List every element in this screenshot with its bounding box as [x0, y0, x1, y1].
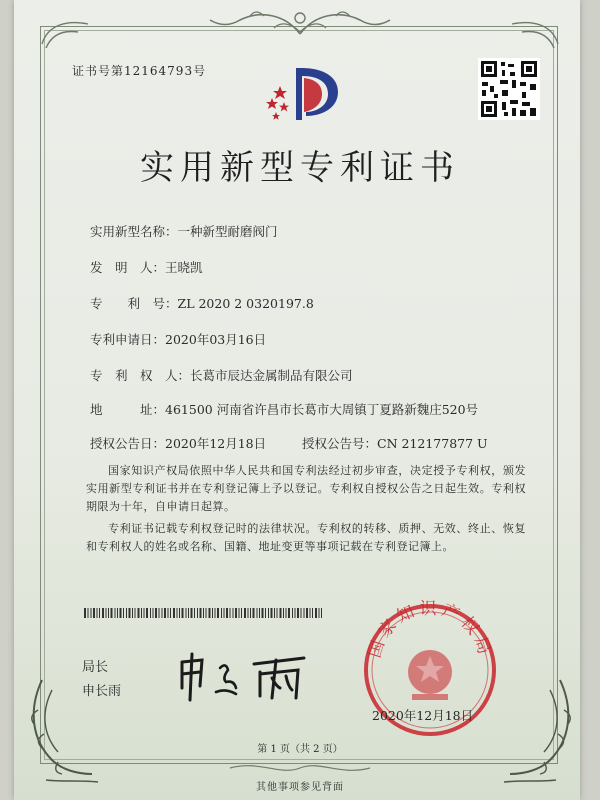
barcode-bar: [186, 608, 187, 618]
barcode-bar: [244, 608, 246, 618]
barcode-bar: [321, 608, 322, 618]
barcode-bar: [153, 608, 154, 618]
barcode-bar: [132, 608, 133, 618]
field-grant-number: [302, 434, 488, 452]
barcode-bar: [265, 608, 266, 618]
field-address: [90, 400, 478, 418]
barcode-bar: [159, 608, 160, 618]
barcode-bar: [253, 608, 255, 618]
barcode-bar: [144, 608, 145, 618]
barcode-bar: [141, 608, 142, 618]
barcode-bar: [200, 608, 202, 618]
barcode-bar: [212, 608, 213, 618]
barcode-bar: [182, 608, 184, 618]
barcode-bar: [283, 608, 284, 618]
barcode-bar: [108, 608, 109, 618]
barcode-bar: [306, 608, 308, 618]
barcode-bar: [215, 608, 216, 618]
barcode-bar: [250, 608, 251, 618]
barcode-bar: [301, 608, 302, 618]
barcode-bar: [102, 608, 104, 618]
barcode-bar: [106, 608, 107, 618]
barcode-bar: [286, 608, 287, 618]
page-indicator: 第 1 页（共 2 页）: [257, 744, 343, 755]
field-label: 授权公告号：: [302, 436, 378, 451]
barcode-bar: [274, 608, 275, 618]
barcode-bar: [168, 608, 169, 618]
barcode-bar: [111, 608, 113, 618]
field-inventor: [90, 258, 203, 276]
barcode-bar: [88, 608, 89, 618]
barcode-bar: [319, 608, 320, 618]
field-utility-model-name: [90, 222, 278, 240]
barcode-bar: [268, 608, 269, 618]
field-label: 专 利 权 人：: [90, 368, 191, 383]
barcode-bar: [91, 608, 92, 618]
barcode-bar: [97, 608, 98, 618]
barcode-bar: [280, 608, 282, 618]
barcode-bar: [197, 608, 198, 618]
barcode-bar: [177, 608, 178, 618]
bottom-ornament: [220, 758, 380, 778]
barcode-bar: [135, 608, 136, 618]
barcode-bar: [241, 608, 242, 618]
barcode-bar: [150, 608, 151, 618]
signatory-role: 局长: [82, 660, 109, 675]
barcode-bar: [271, 608, 273, 618]
barcode-bar: [117, 608, 118, 618]
barcode-bar: [155, 608, 157, 618]
barcode-bar: [304, 608, 305, 618]
statement-paragraph-1: 国家知识产权局依照中华人民共和国专利法经过初步审查，决定授予专利权，颁发实用新型专利证书并在专利登记簿上予以登记。专利权自授权公告之日起生效。专利权期限为十年，自申请日起算。: [86, 464, 526, 513]
field-label: 专利申请日：: [90, 332, 166, 347]
field-label: 专 利 号：: [90, 296, 178, 311]
barcode-bar: [221, 608, 222, 618]
barcode-bar: [179, 608, 180, 618]
barcode-bar: [259, 608, 260, 618]
corner-ornament-top-right: [502, 14, 562, 54]
barcode-bar: [126, 608, 127, 618]
seal-date: 2020年12月18日: [372, 708, 474, 723]
barcode-bar: [277, 608, 278, 618]
field-value: 长葛市辰达金属制品有限公司: [190, 368, 353, 383]
barcode-bar: [129, 608, 131, 618]
barcode-bar: [235, 608, 237, 618]
barcode-bar: [84, 608, 86, 618]
barcode-strip: [84, 608, 324, 618]
barcode-bar: [230, 608, 231, 618]
footer-note: 其他事项参见背面: [256, 782, 344, 793]
barcode-bar: [262, 608, 264, 618]
barcode-bar: [188, 608, 189, 618]
barcode-bar: [123, 608, 124, 618]
barcode-bar: [233, 608, 234, 618]
barcode-bar: [99, 608, 100, 618]
barcode-bar: [209, 608, 211, 618]
barcode-bar: [164, 608, 166, 618]
field-label: 授权公告日：: [90, 436, 166, 451]
barcode-bar: [120, 608, 122, 618]
top-ornament: [190, 4, 410, 38]
field-value: ZL 2020 2 0320197.8: [177, 296, 314, 311]
field-label: 发 明 人：: [90, 260, 166, 275]
certificate-title: 实用新型专利证书: [140, 148, 460, 188]
barcode-bar: [226, 608, 228, 618]
field-label: 实用新型名称：: [90, 224, 178, 239]
barcode-bar: [239, 608, 240, 618]
barcode-bar: [312, 608, 313, 618]
barcode-bar: [93, 608, 95, 618]
barcode-bar: [162, 608, 163, 618]
barcode-bar: [217, 608, 219, 618]
qr-code-icon: [478, 58, 540, 120]
barcode-bar: [248, 608, 249, 618]
certificate-number: 证书号第12164793号: [72, 64, 207, 78]
svg-text:国家知识产权局: 国家知识产权局: [364, 600, 496, 661]
barcode-bar: [194, 608, 195, 618]
corner-ornament-bottom-right: [500, 670, 580, 790]
barcode-bar: [292, 608, 293, 618]
corner-ornament-top-left: [38, 14, 98, 54]
field-value: 王晓凯: [165, 260, 203, 275]
barcode-bar: [146, 608, 148, 618]
field-patent-number: [90, 294, 314, 312]
barcode-bar: [138, 608, 140, 618]
field-value: 461500 河南省许昌市长葛市大周镇丁夏路新魏庄520号: [165, 402, 479, 417]
field-grant-date: [90, 434, 266, 452]
barcode-bar: [297, 608, 299, 618]
barcode-bar: [315, 608, 317, 618]
statement-paragraph-2: 专利证书记载专利权登记时的法律状况。专利权的转移、质押、无效、终止、恢复和专利权人的姓名或名称、国籍、地址变更等事项记载在专利登记簿上。: [86, 522, 526, 553]
signatory-name: 申长雨: [82, 684, 122, 699]
barcode-bar: [115, 608, 116, 618]
barcode-bar: [206, 608, 207, 618]
barcode-bar: [203, 608, 204, 618]
barcode-bar: [191, 608, 193, 618]
field-value: 一种新型耐磨阀门: [177, 224, 278, 239]
field-value: 2020年12月18日: [165, 436, 267, 451]
barcode-bar: [295, 608, 296, 618]
field-value: CN 212177877 U: [377, 436, 488, 451]
barcode-bar: [224, 608, 225, 618]
field-application-date: [90, 330, 266, 348]
barcode-bar: [257, 608, 258, 618]
cnipa-logo-icon: [258, 62, 348, 126]
field-label: 地 址：: [90, 402, 166, 417]
barcode-bar: [170, 608, 171, 618]
field-value: 2020年03月16日: [165, 332, 267, 347]
field-patentee: [90, 366, 353, 384]
barcode-bar: [173, 608, 175, 618]
director-signature: [176, 648, 316, 704]
barcode-bar: [288, 608, 290, 618]
barcode-bar: [310, 608, 311, 618]
